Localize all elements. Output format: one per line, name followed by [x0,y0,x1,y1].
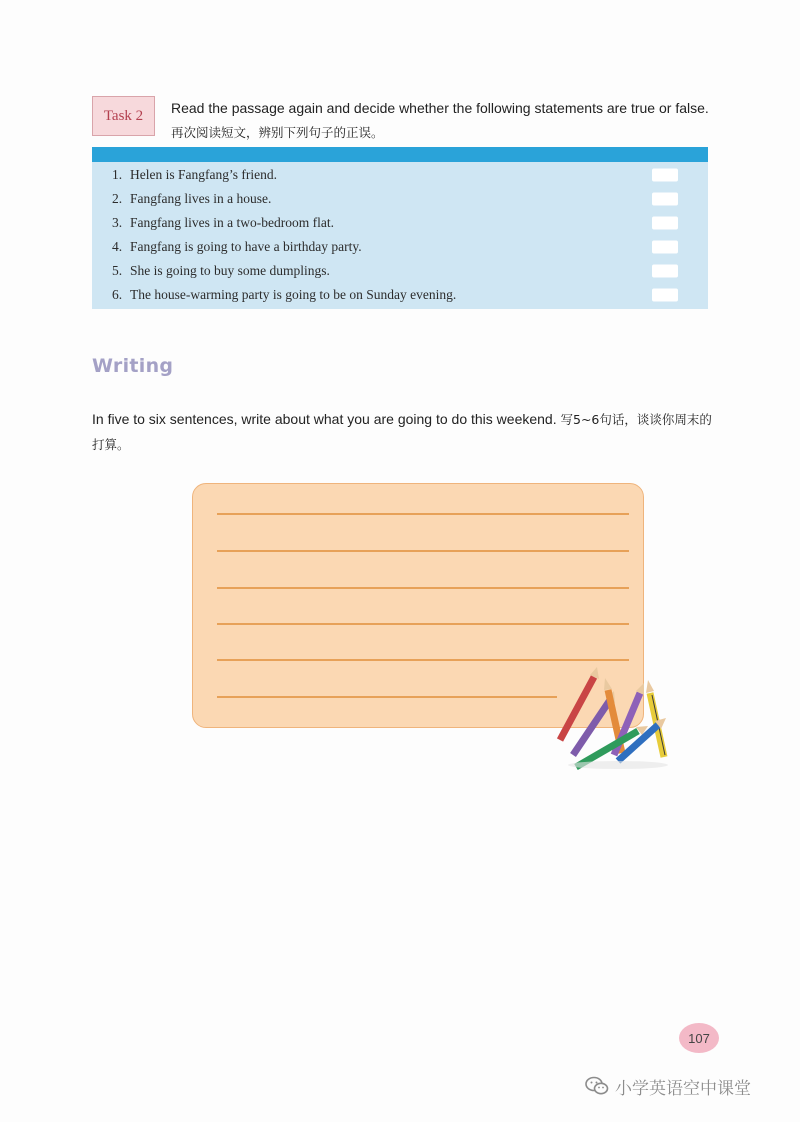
answer-box[interactable] [652,169,678,182]
answer-box[interactable] [652,289,678,302]
statement-number: 5. [112,263,123,278]
statement-text: Helen is Fangfang’s friend. [130,167,277,182]
statement-number: 6. [112,287,123,302]
statement-text: She is going to buy some dumplings. [130,263,330,278]
answer-box[interactable] [652,217,678,230]
writing-line [217,587,629,589]
writing-line [217,696,557,698]
writing-instruction [92,407,712,457]
task-badge-label: Task 2 [103,107,144,124]
statement-row [112,187,692,211]
writing-heading: Writing [92,355,174,377]
writing-line [217,659,629,661]
writing-line [217,513,629,515]
statement-row [112,259,692,283]
task-instruction-en: Read the passage again and decide whether the following statements are true or false. [171,100,709,116]
answer-box[interactable] [652,193,678,206]
statement-number: 3. [112,215,123,230]
wechat-icon [585,1076,609,1096]
statement-number: 1. [112,167,123,182]
statements-panel-header [92,147,708,162]
writing-line [217,550,629,552]
task-badge [92,96,155,136]
statement-number: 4. [112,239,123,254]
task-instruction-cn: 再次阅读短文，辨别下列句子的正误。 [171,125,384,140]
writing-instruction-cn: 写5~6句话，谈谈你周末的打算。 [92,412,712,452]
statement-number: 2. [112,191,123,206]
watermark-text: 小学英语空中课堂 [615,1078,751,1099]
writing-instruction-en: In five to six sentences, write about what you are going to do this weekend. [92,411,557,427]
page-number [679,1023,719,1053]
page-number-text: 107 [688,1030,710,1046]
statement-text: The house-warming party is going to be on Sunday evening. [130,287,457,302]
statement-row [112,235,692,259]
writing-line [217,623,629,625]
statement-row [112,283,692,307]
statement-text: Fangfang lives in a two-bedroom flat. [130,215,334,230]
statement-text: Fangfang is going to have a birthday party. [130,239,362,254]
statement-text: Fangfang lives in a house. [130,191,272,206]
answer-box[interactable] [652,265,678,278]
answer-box[interactable] [652,241,678,254]
watermark [585,1073,751,1099]
statement-row [112,163,692,187]
pencils-illustration [548,665,678,770]
statements-panel [92,147,708,309]
statement-row [112,211,692,235]
task-instruction [171,96,716,145]
